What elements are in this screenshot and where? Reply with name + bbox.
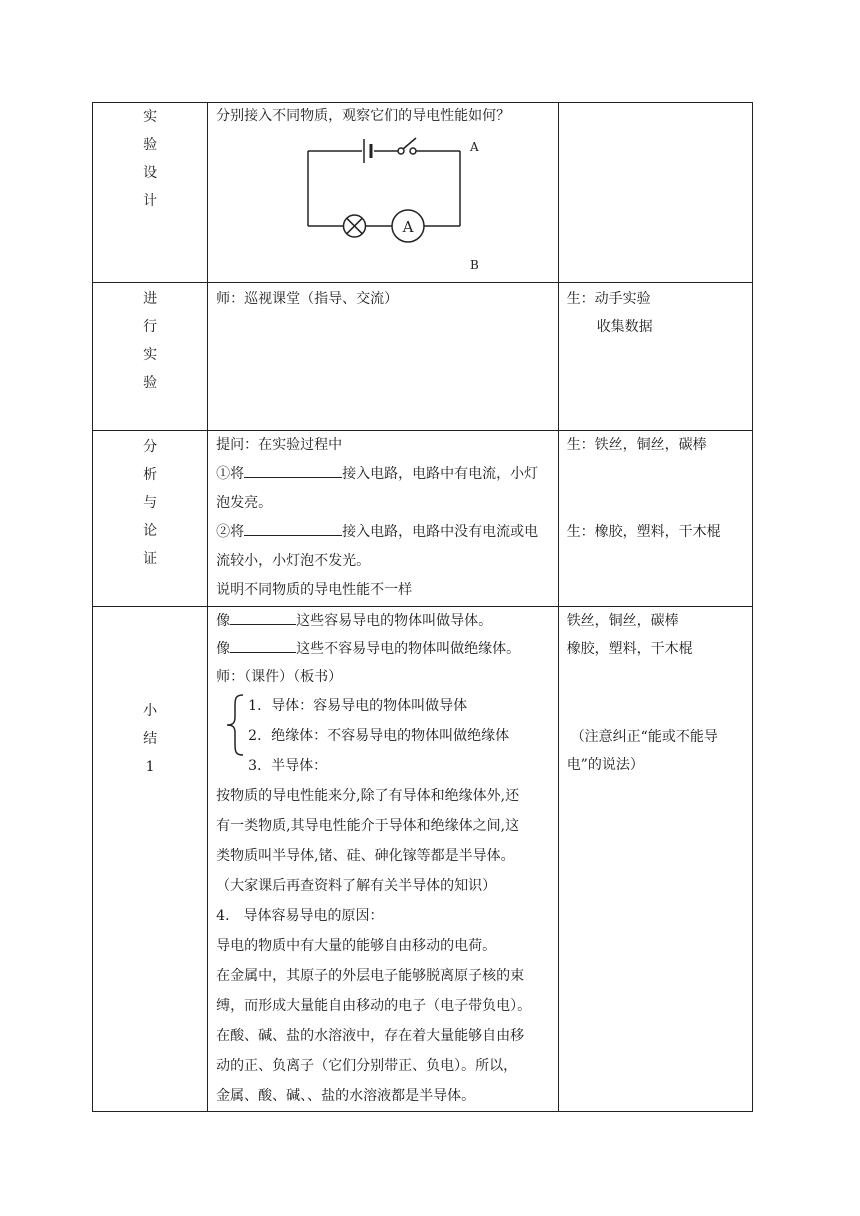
- teacher-remark: 电”的说法）: [566, 757, 644, 773]
- summary-line: [208, 635, 558, 663]
- lesson-plan-table: [92, 102, 753, 1112]
- circuit-diagram: [208, 129, 558, 279]
- line-prefix: 像: [216, 613, 231, 629]
- notes-cell: [558, 103, 752, 283]
- student-answer: 生：铁丝，铜丝，碳棒: [566, 437, 707, 453]
- summary-line: 师：（课件）（板书）: [216, 669, 343, 685]
- definition-item: 2．绝缘体：不容易导电的物体叫做绝缘体: [248, 728, 510, 744]
- stage-char: 结: [143, 731, 158, 747]
- content-cell: [208, 283, 559, 431]
- content-cell: [208, 103, 559, 283]
- analysis-item-1: [208, 460, 558, 489]
- notes-cell: [558, 431, 752, 607]
- paragraph-line: 4． 导体容易导电的原因：: [216, 908, 384, 924]
- example-note: 铁丝，铜丝，碳棒: [566, 613, 679, 629]
- paragraph-line: 在金属中，其原子的外层电子能够脱离原子核的束: [216, 968, 525, 984]
- definition-list: [208, 691, 558, 781]
- paragraph-line: 类物质叫半导体,锗、硅、砷化镓等都是半导体。: [216, 848, 515, 864]
- line-suffix: 这些不容易导电的物体叫做绝缘体。: [296, 641, 521, 657]
- student-note: 收集数据: [596, 319, 653, 335]
- fill-blank: [244, 521, 342, 536]
- line-suffix: 这些容易导电的物体叫做导体。: [296, 613, 493, 629]
- summary-line: [208, 607, 558, 635]
- row-analysis: [93, 431, 753, 607]
- stage-char: 设: [143, 165, 158, 181]
- ammeter-label: A: [402, 218, 414, 236]
- battery-icon: [364, 139, 371, 163]
- definition-item: 1．导体：容易导电的物体叫做导体: [248, 698, 468, 714]
- stage-char: 与: [143, 495, 158, 511]
- paragraph-line: 动的正、负离子（它们分别带正、负电）。所以，: [216, 1058, 518, 1074]
- terminal-b-label: B: [470, 258, 479, 272]
- teacher-activity: 师：巡视课堂（指导、交流）: [216, 291, 399, 307]
- switch-icon: [398, 138, 416, 154]
- stage-char: 实: [143, 109, 158, 125]
- item-prefix: ②将: [216, 524, 245, 540]
- item-suffix: 接入电路，电路中没有电流或电: [342, 524, 539, 540]
- stage-cell: [93, 431, 208, 607]
- stage-cell: [93, 103, 208, 283]
- student-note: 生：动手实验: [566, 291, 651, 307]
- stage-char: 论: [143, 523, 158, 539]
- row-conduct-experiment: [93, 283, 753, 431]
- student-answer: 生：橡胶，塑料，干木棍: [566, 524, 721, 540]
- item-prefix: ①将: [216, 466, 245, 482]
- paragraph-line: 缚，而形成大量能自由移动的电子（电子带负电）。: [216, 998, 532, 1014]
- definition-item: 3．半导体：: [248, 758, 328, 774]
- row-experiment-design: [93, 103, 753, 283]
- analysis-question: 提问：在实验过程中: [216, 437, 343, 453]
- paragraph-line: 金属、酸、碱、、盐的水溶液都是半导体。: [216, 1088, 476, 1104]
- stage-char: 验: [143, 375, 158, 391]
- fill-blank: [230, 610, 296, 625]
- analysis-conclusion: 说明不同物质的导电性能不一样: [216, 582, 413, 598]
- stage-char: 小: [143, 703, 158, 719]
- content-cell: [208, 607, 559, 1112]
- fill-blank: [244, 463, 342, 478]
- notes-cell: [558, 283, 752, 431]
- stage-char: 进: [143, 291, 158, 307]
- stage-cell: [93, 283, 208, 431]
- fill-blank: [230, 638, 296, 653]
- stage-char: 分: [143, 439, 158, 455]
- terminal-a-label: A: [470, 140, 479, 154]
- item-suffix: 接入电路，电路中有电流，小灯: [342, 466, 539, 482]
- analysis-item-2-cont: 流较小，小灯泡不发光。: [216, 553, 371, 569]
- stage-char: 验: [143, 137, 158, 153]
- row-summary: [93, 607, 753, 1112]
- example-note: 橡胶，塑料，干木棍: [566, 641, 693, 657]
- stage-char: 实: [143, 347, 158, 363]
- stage-char: 析: [143, 467, 158, 483]
- content-cell: [208, 431, 559, 607]
- analysis-item-1-cont: 泡发亮。: [216, 495, 273, 511]
- analysis-item-2: [208, 518, 558, 547]
- paragraph-line: 按物质的导电性能来分,除了有导体和绝缘体外,还: [216, 788, 520, 804]
- brace-icon: [223, 693, 247, 757]
- stage-char: 行: [143, 319, 158, 335]
- paragraph-line: 有一类物质,其导电性能介于导体和绝缘体之间,这: [216, 818, 520, 834]
- experiment-intro: 分别接入不同物质，观察它们的导电性能如何？: [216, 108, 511, 124]
- paragraph-line: 导电的物质中有大量的能够自由移动的电荷。: [216, 938, 497, 954]
- stage-char: 1: [145, 759, 155, 775]
- stage-char: 证: [143, 551, 158, 567]
- paragraph-line: （大家课后再查资料了解有关半导体的知识）: [216, 878, 497, 894]
- lamp-icon: [344, 215, 366, 237]
- line-prefix: 像: [216, 641, 231, 657]
- teacher-remark: （注意纠正“能或不能导: [570, 729, 718, 745]
- notes-cell: [558, 607, 752, 1112]
- stage-cell: [93, 607, 208, 1112]
- paragraph-line: 在酸、碱、盐的水溶液中，存在着大量能够自由移: [216, 1028, 525, 1044]
- stage-char: 计: [143, 193, 158, 209]
